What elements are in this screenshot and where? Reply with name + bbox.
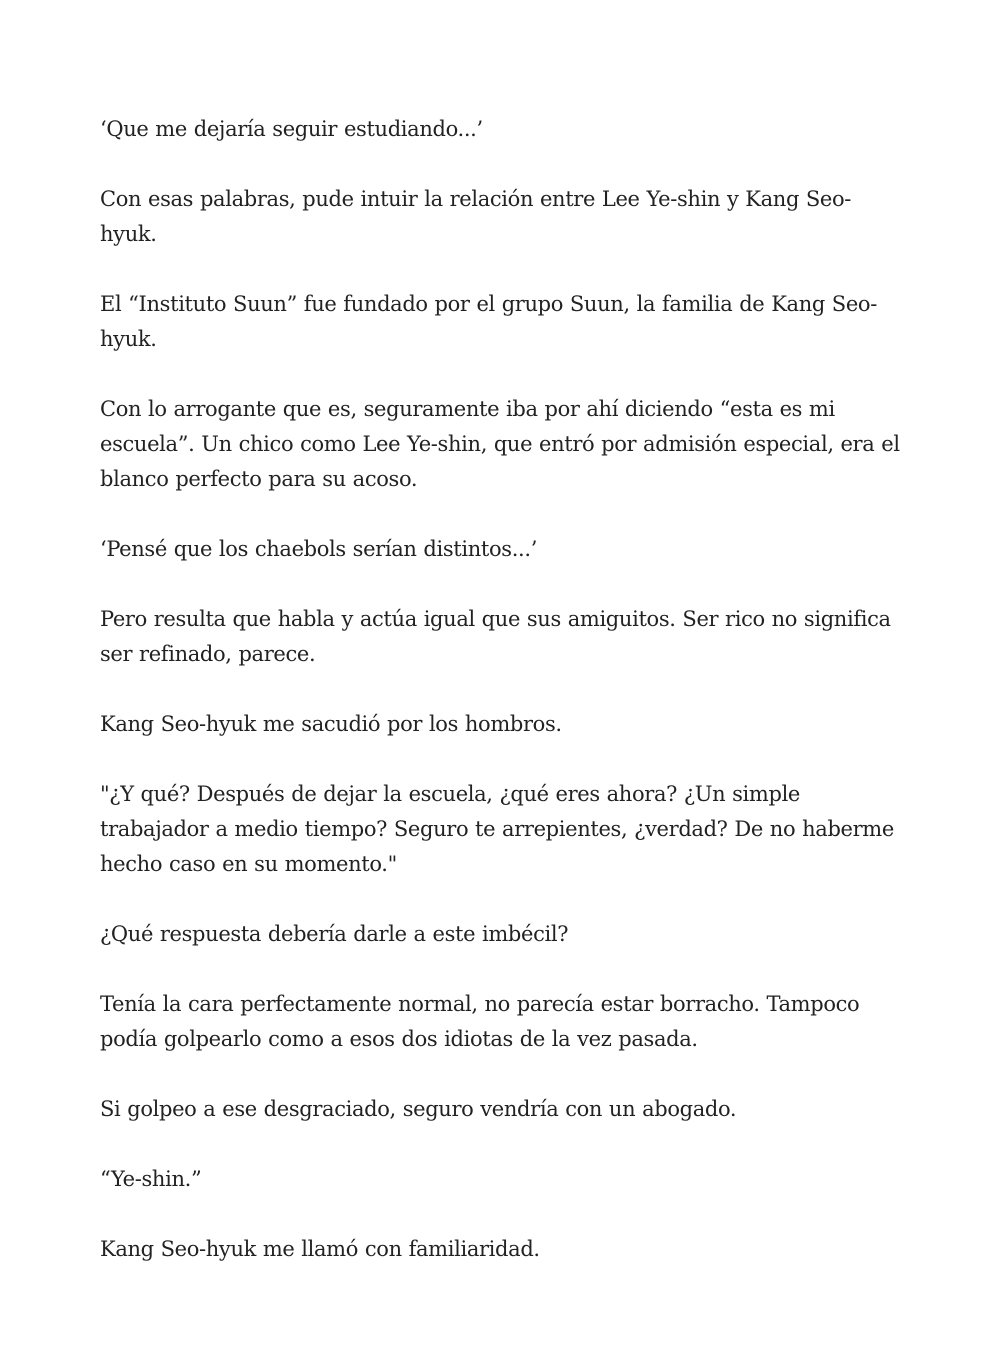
paragraph-2: Con esas palabras, pude intuir la relación entre Lee Ye-shin y Kang Seo-hyuk. (100, 187, 852, 246)
paragraph-4: Con lo arrogante que es, seguramente iba por ahí diciendo “esta es mi escuela”. Un chico como Lee Ye-shin, que entró por admisión especial, era el blanco perfecto para su acoso. (100, 397, 900, 491)
paragraph-7: Kang Seo-hyuk me sacudió por los hombros. (100, 712, 562, 736)
paragraph-8: "¿Y qué? Después de dejar la escuela, ¿qué eres ahora? ¿Un simple trabajador a medio tiempo? Seguro te arrepientes, ¿verdad? De no haberme hecho caso en su momento." (100, 782, 894, 876)
paragraph-11: Si golpeo a ese desgraciado, seguro vendría con un abogado. (100, 1097, 737, 1121)
document-body (100, 112, 906, 1302)
paragraph-13: Kang Seo-hyuk me llamó con familiaridad. (100, 1237, 540, 1261)
paragraph-12: “Ye-shin.” (100, 1167, 202, 1191)
paragraph-6: Pero resulta que habla y actúa igual que sus amiguitos. Ser rico no significa ser refinado, parece. (100, 607, 891, 666)
paragraph-9: ¿Qué respuesta debería darle a este imbécil? (100, 922, 569, 946)
paragraph-10: Tenía la cara perfectamente normal, no parecía estar borracho. Tampoco podía golpearlo como a esos dos idiotas de la vez pasada. (100, 992, 860, 1051)
paragraph-5: ‘Pensé que los chaebols serían distintos...’ (100, 537, 538, 561)
paragraph-1: ‘Que me dejaría seguir estudiando...’ (100, 117, 483, 141)
paragraph-3: El “Instituto Suun” fue fundado por el grupo Suun, la familia de Kang Seo-hyuk. (100, 292, 877, 351)
